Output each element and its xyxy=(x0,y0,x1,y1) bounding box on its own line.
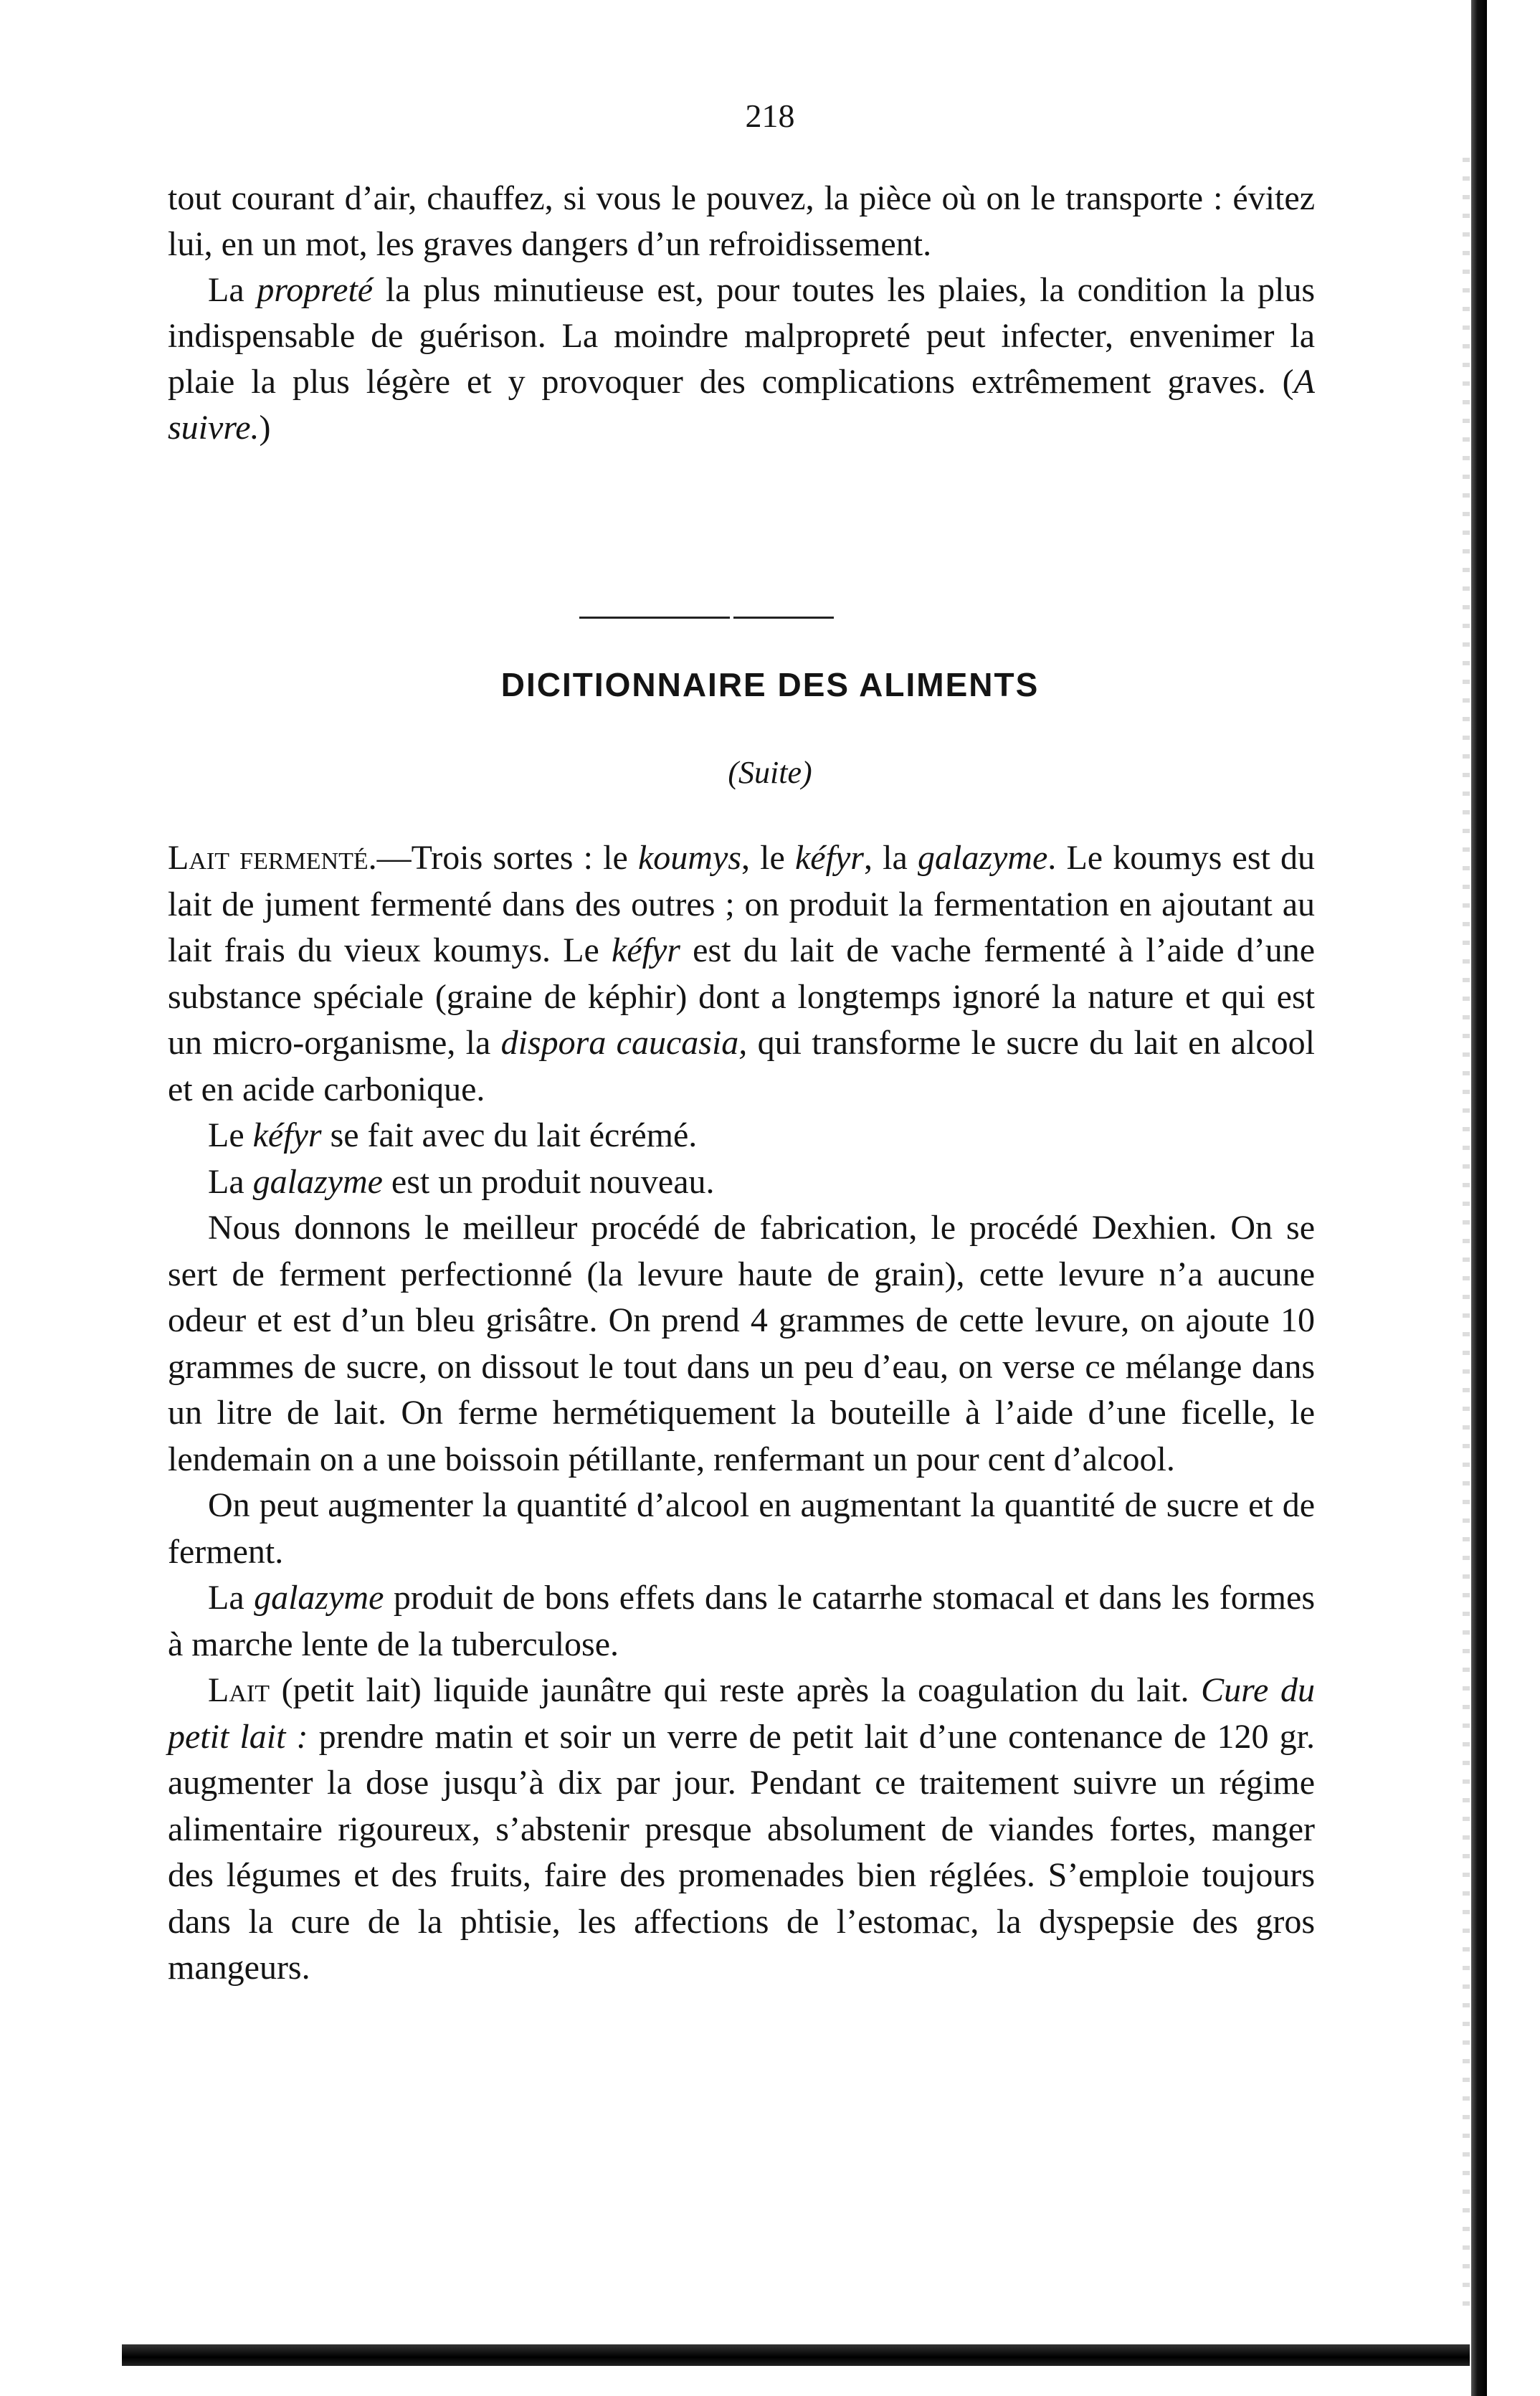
text-run: La xyxy=(208,1579,255,1617)
paragraph xyxy=(168,1159,1315,1206)
text-run: se fait avec du lait écrémé. xyxy=(321,1116,698,1154)
italic-term: kéfyr xyxy=(612,931,680,969)
text-run: La xyxy=(208,271,257,309)
italic-term: kéfyr xyxy=(252,1116,322,1154)
separator-rule xyxy=(579,617,730,619)
paragraph xyxy=(168,1113,1315,1159)
text-run: Le xyxy=(208,1116,253,1154)
paragraph: tout courant d’air, chauffez, si vous le pouvez, la pièce où on le transporte : évitez lui, en un mot, les graves dangers d’un refroidissement. xyxy=(168,179,1315,263)
italic-term: Cure du petit lait : xyxy=(168,1671,1315,1756)
text-run: la plus minutieuse est, pour toutes les plaies, la condition la plus indispensable de guérison. La moindre malpropreté peut infecter, envenimer la plaie la plus légère et y provoquer des complications extrêmement graves. ( xyxy=(168,271,1316,401)
scan-right-border xyxy=(1471,0,1487,2396)
text-run: , le xyxy=(741,839,795,877)
italic-term: galazyme xyxy=(254,1579,384,1617)
text-run: . Le koumys est du lait de jument fermenté dans des outres ; on produit la fermentation en ajoutant au lait frais du vieux koumys. Le xyxy=(168,839,1316,969)
scan-edge-shadow xyxy=(1463,158,1470,2309)
paragraph: On peut augmenter la quantité d’alcool en augmentant la quantité de sucre et de ferment. xyxy=(168,1486,1315,1571)
text-run: —Trois sortes : le xyxy=(376,839,638,877)
italic-term: dispora caucasia, xyxy=(500,1024,748,1062)
italic-term: propreté xyxy=(257,271,374,309)
entry-heading: Lait xyxy=(208,1671,270,1709)
text-run: prendre matin et soir un verre de petit lait d’une contenance de 120 gr. augmenter la dose jusqu’à dix par jour. Pendant ce traitement suivre un régime alimentaire rigoureux, s’abstenir presque absolument de viandes fortes, manger des légumes et des fruits, faire des promenades bien réglées. S’emploie toujours dans la cure de la phtisie, les affections de l’estomac, la dyspepsie des gros mangeurs. xyxy=(168,1717,1316,1987)
paragraph xyxy=(168,267,1315,451)
article-body xyxy=(168,835,1315,1992)
separator-rule xyxy=(733,617,834,619)
italic-term: A suivre. xyxy=(168,363,1315,447)
text-run: ) xyxy=(259,409,271,447)
italic-term: galazyme xyxy=(917,839,1048,877)
text-run: (petit lait) liquide jaunâtre qui reste après la coagulation du lait. xyxy=(269,1671,1202,1709)
italic-term: kéfyr xyxy=(795,839,864,877)
paragraph xyxy=(168,1668,1315,1992)
scan-bottom-border xyxy=(122,2344,1470,2366)
text-run: La xyxy=(208,1162,253,1201)
section-subtitle: (Suite) xyxy=(728,755,812,790)
italic-term: galazyme xyxy=(252,1162,383,1201)
continued-text xyxy=(168,176,1315,451)
text-run: est un produit nouveau. xyxy=(382,1162,715,1201)
text-run: produit de bons effets dans le catarrhe stomacal et dans les formes à marche lente de la tuberculose. xyxy=(168,1579,1316,1663)
italic-term: koumys xyxy=(638,839,741,877)
text-run: est du lait de vache fermenté à l’aide d’une substance spéciale (graine de képhir) dont a longtemps ignoré la nature et qui est un micro-organisme, la xyxy=(168,931,1315,1062)
entry-heading: Lait fermenté. xyxy=(168,839,377,877)
text-run: , la xyxy=(863,839,918,877)
section-title: DICITIONNAIRE DES ALIMENTS xyxy=(500,666,1040,703)
text-run: qui transforme le sucre du lait en alcool et en acide carbonique. xyxy=(168,1024,1315,1108)
paragraph xyxy=(168,1575,1315,1668)
paragraph xyxy=(168,835,1315,1113)
paragraph: Nous donnons le meilleur procédé de fabrication, le procédé Dexhien. On se sert de ferment perfectionné (la levure haute de grain), cette levure n’a aucune odeur et est d’un bleu grisâtre. On prend 4 grammes de cette levure, on ajoute 10 grammes de sucre, on dissout le tout dans un peu d’eau, on verse ce mélange dans un litre de lait. On ferme hermétiquement la bouteille à l’aide d’une ficelle, le lendemain on a une boissoin pétillante, renfermant un pour cent d’alcool. xyxy=(168,1209,1315,1478)
page-number: 218 xyxy=(745,98,795,134)
